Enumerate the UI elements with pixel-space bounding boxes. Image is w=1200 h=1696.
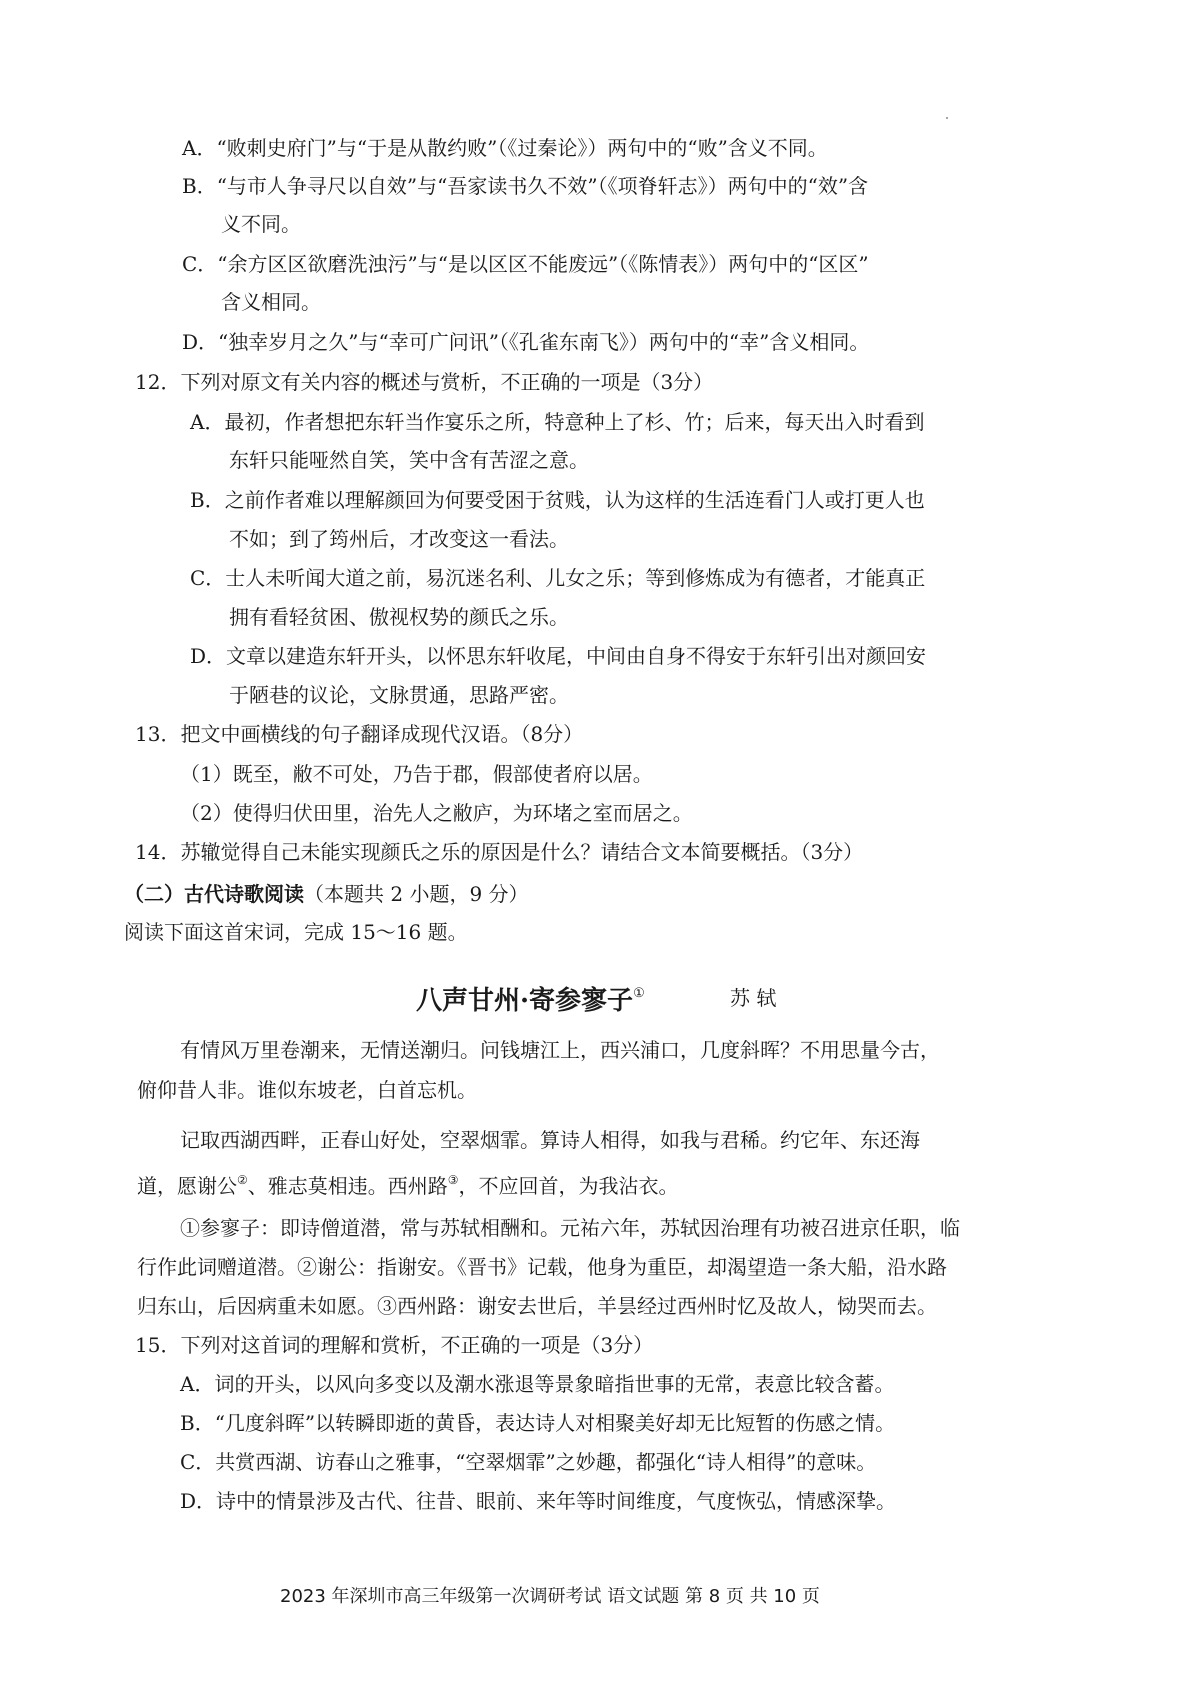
q12-stem: 12．下列对原文有关内容的概述与赏析，不正确的一项是（3分）	[135, 370, 714, 394]
q13-sentence-1: （1）既至，敝不可处，乃告于郡，假部使者府以居。	[180, 762, 653, 786]
q11-option-c-cont: 含义相同。	[221, 290, 321, 314]
section-instruction: 阅读下面这首宋词，完成 15～16 题。	[124, 920, 468, 944]
note-line-1: ①参寥子：即诗僧道潜，常与苏轼相酬和。元祐六年，苏轼因治理有功被召进京任职，临	[180, 1216, 960, 1240]
q12-option-a-cont: 东轩只能哑然自笑，笑中含有苦涩之意。	[229, 448, 589, 472]
q15-option-a: A．词的开头，以风向多变以及潮水涨退等景象暗指世事的无常，表意比较含蓄。	[180, 1372, 895, 1396]
section-title: （二）古代诗歌阅读	[124, 882, 304, 906]
poem-stanza-2-line-2	[137, 1166, 679, 1200]
poem-title	[416, 976, 645, 1020]
note-line-2: 行作此词赠道潜。②谢公：指谢安。《晋书》记载，他身为重臣，却渴望造一条大船，沿水路	[137, 1255, 947, 1279]
section-note: （本题共 2 小题，9 分）	[304, 882, 529, 906]
poem-title-text: 八声甘州·寄参寥子	[416, 986, 634, 1016]
q12-option-d-cont: 于陋巷的议论，文脉贯通，思路严密。	[229, 683, 569, 707]
poem-text: 道，愿谢公	[137, 1174, 237, 1198]
q11-option-c: C．“余方区区欲磨洗浊污”与“是以区区不能废远”（《陈情表》）两句中的“区区”	[182, 252, 869, 276]
q12-option-a: A．最初，作者想把东轩当作宴乐之所，特意种上了杉、竹；后来，每天出入时看到	[190, 410, 925, 434]
q13-stem: 13．把文中画横线的句子翻译成现代汉语。（8分）	[135, 722, 584, 746]
footnote-marker: ②	[237, 1173, 248, 1187]
q14-stem: 14．苏辙觉得自己未能实现颜氏之乐的原因是什么？请结合文本简要概括。（3分）	[135, 840, 864, 864]
q15-option-d: D．诗中的情景涉及古代、往昔、眼前、来年等时间维度，气度恢弘，情感深挚。	[180, 1489, 897, 1513]
q12-option-b-cont: 不如；到了筠州后，才改变这一看法。	[229, 527, 569, 551]
page-footer: 2023 年深圳市高三年级第一次调研考试 语文试题 第 8 页 共 10 页	[280, 1586, 820, 1607]
q15-option-b: B．“几度斜晖”以转瞬即逝的黄昏，表达诗人对相聚美好却无比短暂的伤感之情。	[180, 1411, 896, 1435]
poem-stanza-1-line-2: 俯仰昔人非。谁似东坡老，白首忘机。	[137, 1078, 477, 1102]
q12-option-c: C．士人未听闻大道之前，易沉迷名利、儿女之乐；等到修炼成为有德者，才能真正	[190, 566, 926, 590]
note-line-3: 归东山，后因病重未如愿。③西州路：谢安去世后，羊昙经过西州时忆及故人，恸哭而去。	[137, 1294, 937, 1318]
q12-option-b: B．之前作者难以理解颜回为何要受困于贫贱，认为这样的生活连看门人或打更人也	[190, 488, 925, 512]
poem-author: 苏 轼	[730, 986, 777, 1010]
q15-option-c: C．共赏西湖、访春山之雅事，“空翠烟霏”之妙趣，都强化“诗人相得”的意味。	[180, 1450, 877, 1474]
poem-text: 、雅志莫相违。西州路	[247, 1174, 448, 1198]
q11-option-a: A．“败刺史府门”与“于是从散约败”（《过秦论》）两句中的“败”含义不同。	[182, 136, 828, 160]
footnote-marker: ①	[633, 986, 645, 1001]
q13-sentence-2: （2）使得归伏田里，治先人之敝庐，为环堵之室而居之。	[180, 801, 693, 825]
scan-speck	[946, 117, 948, 119]
poem-stanza-1-line-1: 有情风万里卷潮来，无情送潮归。问钱塘江上，西兴浦口，几度斜晖？不用思量今古，	[180, 1038, 940, 1062]
q11-option-b: B．“与市人争寻尺以自效”与“吾家读书久不效”（《项脊轩志》）两句中的“效”含	[182, 174, 869, 198]
q15-stem: 15．下列对这首词的理解和赏析，不正确的一项是（3分）	[135, 1333, 654, 1357]
poem-stanza-2-line-1: 记取西湖西畔，正春山好处，空翠烟霏。算诗人相得，如我与君稀。约它年、东还海	[180, 1128, 920, 1152]
q12-option-c-cont: 拥有看轻贫困、傲视权势的颜氏之乐。	[229, 605, 569, 629]
q11-option-b-cont: 义不同。	[221, 212, 301, 236]
footnote-marker: ③	[447, 1173, 459, 1187]
q12-option-d: D．文章以建造东轩开头，以怀思东轩收尾，中间由自身不得安于东轩引出对颜回安	[190, 644, 927, 668]
poem-text: ，不应回首，为我沾衣。	[458, 1174, 679, 1198]
section-heading	[124, 880, 529, 908]
q11-option-d: D．“独幸岁月之久”与“幸可广问讯”（《孔雀东南飞》）两句中的“幸”含义相同。	[182, 330, 870, 354]
